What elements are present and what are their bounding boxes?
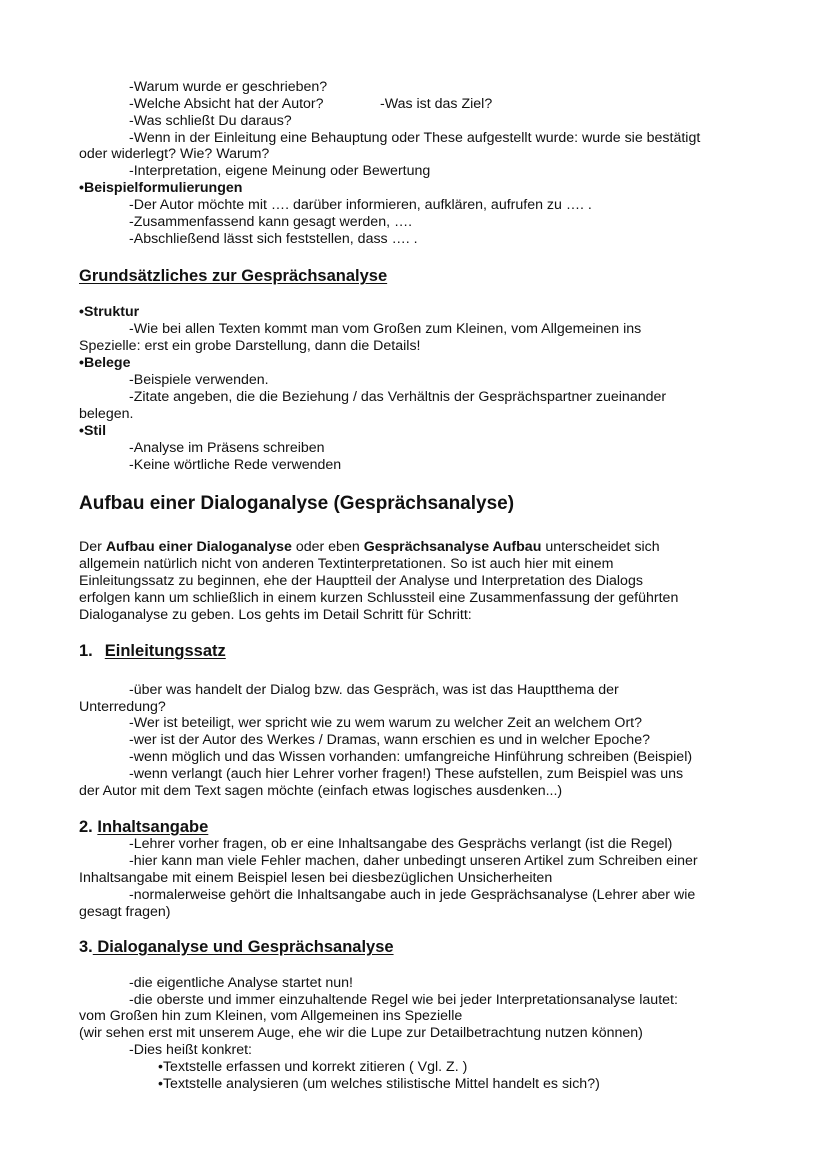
example-phrase-2: -Zusammenfassend kann gesagt werden, …. <box>129 214 413 230</box>
question-goal: -Was ist das Ziel? <box>380 96 493 112</box>
example-phrase-3: -Abschließend lässt sich feststellen, dass …. . <box>129 231 418 247</box>
aufbau-paragraph-line-3: Einleitungssatz zu beginnen, ehe der Hauptteil der Analyse und Interpretation des Dialogs <box>79 573 643 589</box>
question-why-written: -Warum wurde er geschrieben? <box>129 79 328 95</box>
section-1-title: Einleitungssatz <box>104 642 226 660</box>
einleitung-item-2: -Wer ist beteiligt, wer spricht wie zu wem warum zu welcher Zeit an welchem Ort? <box>129 715 643 731</box>
einleitung-item-5: -wenn verlangt (auch hier Lehrer vorher fragen!) These aufstellen, zum Beispiel was uns <box>129 766 684 782</box>
inhalt-item-1: -Lehrer vorher fragen, ob er eine Inhaltsangabe des Gesprächs verlangt (ist die Regel) <box>129 836 673 852</box>
section-2-heading <box>79 817 208 837</box>
analyse-subitem-2: •Textstelle analysieren (um welches stilistische Mittel handelt es sich?) <box>158 1076 600 1092</box>
einleitung-item-1: -über was handelt der Dialog bzw. das Gespräch, was ist das Hauptthema der <box>129 682 619 698</box>
analyse-item-1: -die eigentliche Analyse startet nun! <box>129 975 353 991</box>
aufbau-paragraph-line-5: Dialoganalyse zu geben. Los gehts im Detail Schritt für Schritt: <box>79 607 472 623</box>
interpretation-item: -Interpretation, eigene Meinung oder Bewertung <box>129 163 431 179</box>
analyse-item-4: -Dies heißt konkret: <box>129 1042 252 1058</box>
beispielformulierungen-label: •Beispielformulierungen <box>79 180 243 196</box>
section-2-number: 2. <box>79 818 93 836</box>
inhalt-item-3: -normalerweise gehört die Inhaltsangabe auch in jede Gesprächsanalyse (Lehrer aber wie <box>129 887 696 903</box>
question-thesis-cont: oder widerlegt? Wie? Warum? <box>79 146 270 162</box>
aufbau-paragraph-line-4: erfolgen kann um schließlich in einem kurzen Schlussteil eine Zusammenfassung der geführten <box>79 590 679 606</box>
stil-item-2: -Keine wörtliche Rede verwenden <box>129 457 342 473</box>
aufbau-paragraph-line-1: Der Aufbau einer Dialoganalyse oder eben Gesprächsanalyse Aufbau unterscheidet sich <box>79 539 660 555</box>
section-3-title: Dialoganalyse und Gesprächsanalyse <box>92 938 394 956</box>
inhalt-item-3-cont: gesagt fragen) <box>79 904 171 920</box>
term-gespraechsanalyse-aufbau: Gesprächsanalyse Aufbau <box>363 539 542 555</box>
stil-label: •Stil <box>79 423 107 439</box>
term-aufbau-dialoganalyse: Aufbau einer Dialoganalyse <box>105 539 292 555</box>
inhalt-item-2: -hier kann man viele Fehler machen, daher unbedingt unseren Artikel zum Schreiben einer <box>129 853 698 869</box>
struktur-text: -Wie bei allen Texten kommt man vom Großen zum Kleinen, vom Allgemeinen ins <box>129 321 642 337</box>
aufbau-paragraph-line-2: allgemein natürlich nicht von anderen Textinterpretationen. So ist auch hier mit einem <box>79 556 614 572</box>
heading-grundsaetzliches: Grundsätzliches zur Gesprächsanalyse <box>79 267 388 285</box>
inhalt-item-2-cont: Inhaltsangabe mit einem Beispiel lesen bei diesbezüglichen Unsicherheiten <box>79 870 553 886</box>
section-1-heading <box>79 641 226 661</box>
stil-item-1: -Analyse im Präsens schreiben <box>129 440 325 456</box>
einleitung-item-4: -wenn möglich und das Wissen vorhanden: umfangreiche Hinführung schreiben (Beispiel) <box>129 749 693 765</box>
analyse-item-3: (wir sehen erst mit unserem Auge, ehe wir die Lupe zur Detailbetrachtung nutzen können) <box>79 1025 643 1041</box>
belege-item-1: -Beispiele verwenden. <box>129 372 269 388</box>
einleitung-item-1-cont: Unterredung? <box>79 699 166 715</box>
belege-label: •Belege <box>79 355 131 371</box>
example-phrase-1: -Der Autor möchte mit …. darüber informieren, aufklären, aufrufen zu …. . <box>129 197 592 213</box>
struktur-text-cont: Spezielle: erst ein grobe Darstellung, dann die Details! <box>79 338 421 354</box>
section-2-title: Inhaltsangabe <box>97 818 209 836</box>
belege-item-2-cont: belegen. <box>79 406 134 422</box>
question-thesis: -Wenn in der Einleitung eine Behauptung oder These aufgestellt wurde: wurde sie bestätigt <box>129 130 701 146</box>
heading-aufbau: Aufbau einer Dialoganalyse (Gesprächsanalyse) <box>79 493 515 514</box>
struktur-label: •Struktur <box>79 304 140 320</box>
section-1-number: 1. <box>79 642 93 660</box>
section-3-number: 3. <box>79 938 93 956</box>
einleitung-item-5-cont: der Autor mit dem Text sagen möchte (einfach etwas logisches ausdenken...) <box>79 783 563 799</box>
analyse-item-2-cont: vom Großen hin zum Kleinen, vom Allgemeinen ins Spezielle <box>79 1008 463 1024</box>
analyse-item-2: -die oberste und immer einzuhaltende Regel wie bei jeder Interpretationsanalyse lautet: <box>129 992 678 1008</box>
section-3-heading <box>79 937 394 957</box>
analyse-subitem-1: •Textstelle erfassen und korrekt zitieren ( Vgl. Z. ) <box>158 1059 468 1075</box>
einleitung-item-3: -wer ist der Autor des Werkes / Dramas, wann erschien es und in welcher Epoche? <box>129 732 650 748</box>
question-intention: -Welche Absicht hat der Autor? <box>129 96 324 112</box>
question-conclusion: -Was schließt Du daraus? <box>129 113 292 129</box>
belege-item-2: -Zitate angeben, die die Beziehung / das Verhältnis der Gesprächspartner zueinander <box>129 389 667 405</box>
